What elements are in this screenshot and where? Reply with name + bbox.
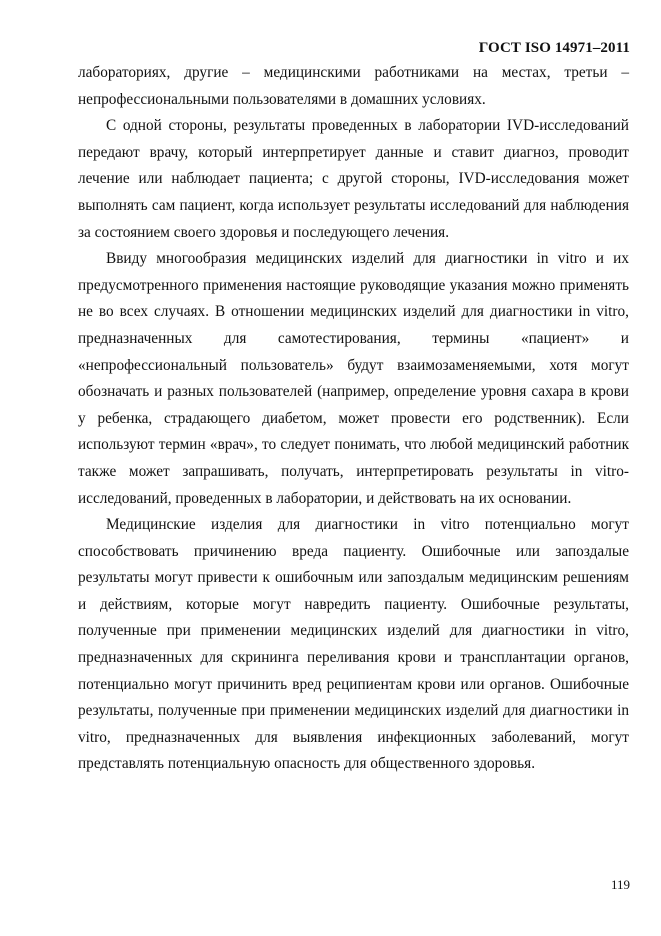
paragraph-continuation: лабораториях, другие – медицинскими работниками на местах, третьи – непрофессиональными пользователями в домашних условиях. <box>78 64 629 108</box>
standard-code-header: ГОСТ ISO 14971–2011 <box>478 40 630 56</box>
paragraph: Ввиду многообразия медицинских изделий для диагностики in vitro и их предусмотренного применения настоящие руководящие указания можно применять не во всех случаях. В отношении медицинских изделий для диагностики in vitro, предназначенных для самотестирования, термины «пациент» и «непрофессиональный пользователь» будут взаимозаменяемыми, хотя могут обозначать и разных пользователей (например, определение уровня сахара в крови у ребенка, страдающего диабетом, может провести его родственник). Если используют термин «врач», то следует понимать, что любой медицинский работник также может запрашивать, получать, интерпретировать результаты in vitro-исследований, проведенных в лаборатории, и действовать на их основании. <box>78 250 629 507</box>
paragraph: Медицинские изделия для диагностики in vitro потенциально могут способствовать причинению вреда пациенту. Ошибочные или запоздалые результаты могут привести к ошибочным или запоздалым медицинским решениям и действиям, которые могут навредить пациенту. Ошибочные результаты, полученные при применении медицинских изделий для диагностики in vitro, предназначенных для скрининга переливания крови и трансплантации органов, потенциально могут причинить вред реципиентам крови или органов. Ошибочные результаты, полученные при применении медицинских изделий для диагностики in vitro, предназначенных для выявления инфекционных заболеваний, могут представлять потенциальную опасность для общественного здоровья. <box>78 516 629 773</box>
body-text <box>78 60 629 778</box>
page-number: 119 <box>610 877 630 892</box>
paragraph: С одной стороны, результаты проведенных в лаборатории IVD-исследований передают врачу, который интерпретирует данные и ставит диагноз, проводит лечение или наблюдает пациента; с другой стороны, IVD-исследования может выполнять сам пациент, когда использует результаты исследований для наблюдения за состоянием своего здоровья и последующего лечения. <box>78 117 629 241</box>
